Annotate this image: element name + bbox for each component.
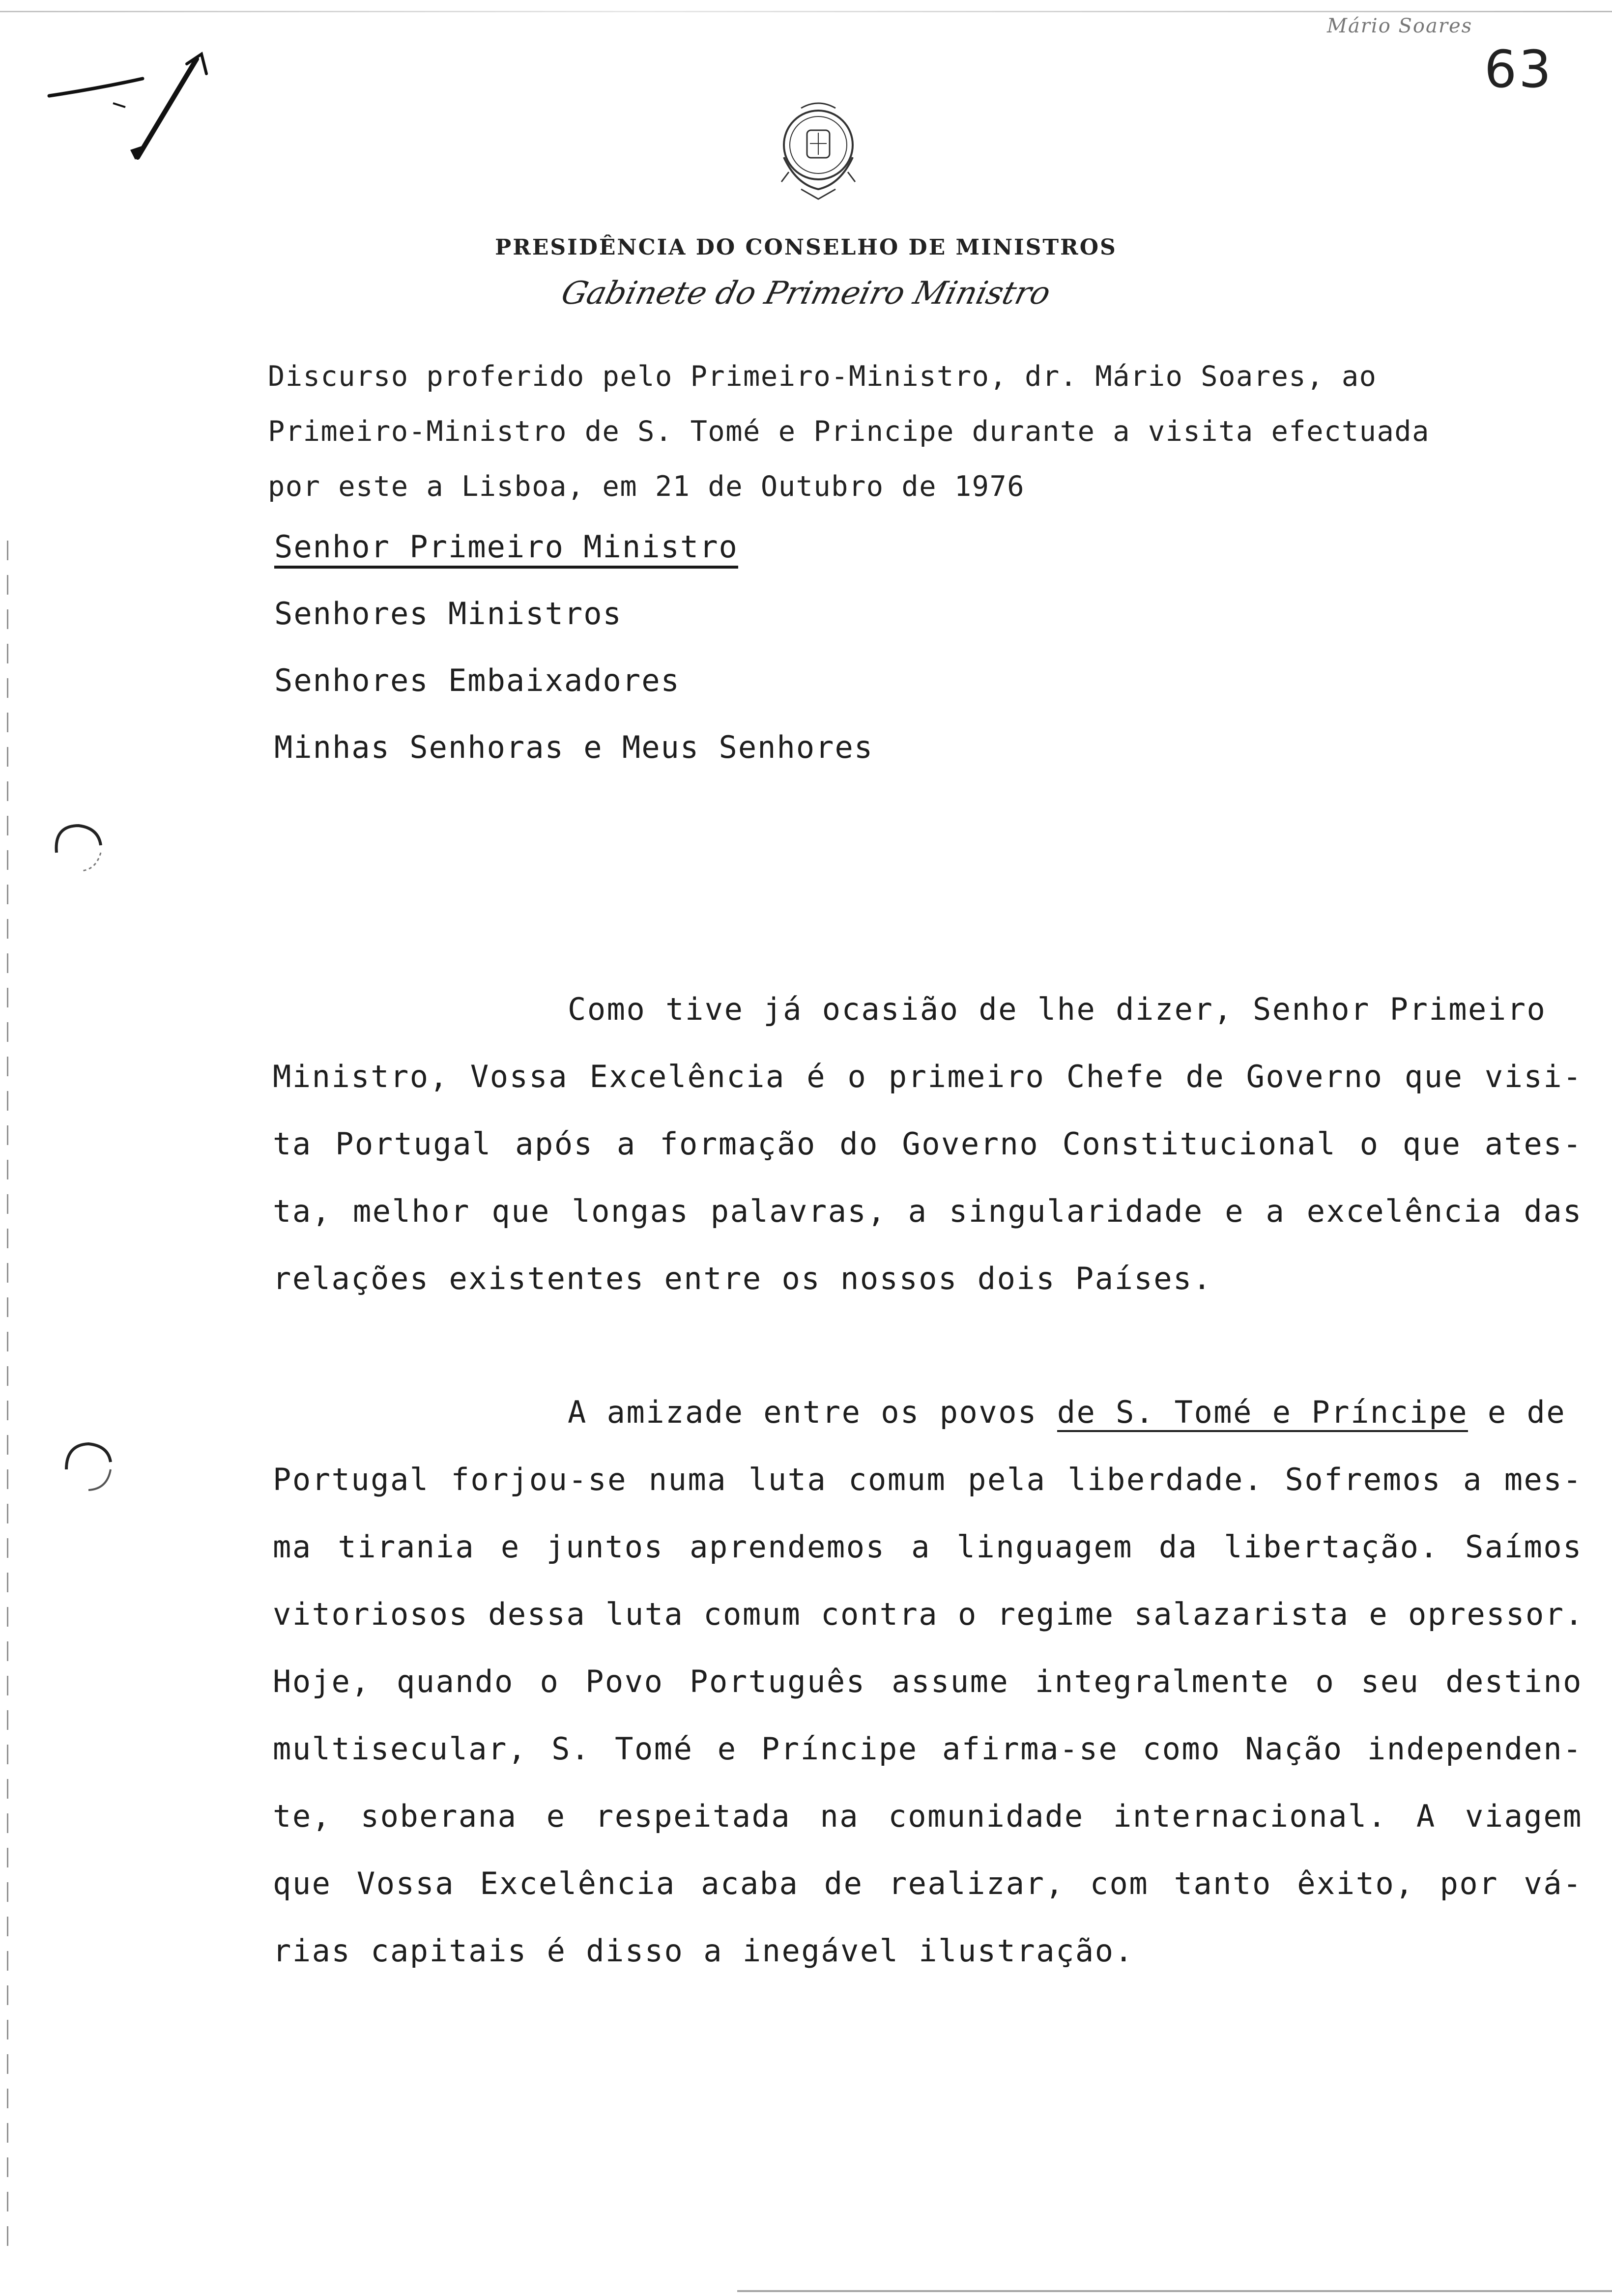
- paragraph-2: [273, 1378, 1583, 1984]
- paragraph-line: vitoriosos dessa luta comum contra o regime salazarista e opressor.: [273, 1596, 1584, 1632]
- archive-annotation: Mário Soares: [1327, 15, 1473, 37]
- letterhead-organization: PRESIDÊNCIA DO CONSELHO DE MINISTROS: [495, 235, 1117, 260]
- paragraph-line: Hoje, quando o Povo Português assume integralmente o seu destino: [273, 1664, 1583, 1699]
- paragraph-line: Portugal forjou-se numa luta comum pela liberdade. Sofremos a mes-: [273, 1462, 1583, 1497]
- salutation-line: Senhores Ministros: [274, 596, 622, 631]
- page-number: 63: [1484, 39, 1554, 99]
- paragraph-line: relações existentes entre os nossos dois Países.: [273, 1261, 1212, 1296]
- handwritten-arrow-icon: [39, 49, 216, 167]
- letterhead-office: Gabinete do Primeiro Ministro: [557, 275, 1055, 312]
- coat-of-arms-icon: [767, 98, 870, 206]
- salutation-line: Minhas Senhoras e Meus Senhores: [274, 729, 874, 765]
- punch-hole-icon: [49, 816, 113, 880]
- paragraph-line: ta, melhor que longas palavras, a singularidade e a excelência das: [273, 1193, 1583, 1229]
- paragraph-line: Como tive já ocasião de lhe dizer, Senhor Primeiro: [568, 991, 1547, 1027]
- scan-edge-left: [7, 541, 8, 2261]
- salutation-line: Senhor Primeiro Ministro: [274, 514, 873, 580]
- underlined-phrase: de S. Tomé e Príncipe: [1057, 1394, 1468, 1432]
- paragraph-1: [273, 976, 1583, 1312]
- intro-line: Discurso proferido pelo Primeiro-Ministro, dr. Mário Soares, ao: [268, 360, 1377, 393]
- scan-edge-bottom: [737, 2290, 1612, 2292]
- intro-line: por este a Lisboa, em 21 de Outubro de 1976: [268, 470, 1025, 503]
- paragraph-line: que Vossa Excelência acaba de realizar, com tanto êxito, por vá-: [273, 1866, 1583, 1901]
- paragraph-line: Ministro, Vossa Excelência é o primeiro Chefe de Governo que visi-: [273, 1059, 1583, 1094]
- paragraph-line: A amizade entre os povos de S. Tomé e Príncipe e de: [273, 1378, 1583, 1446]
- speech-intro: [268, 349, 1580, 514]
- paragraph-line: te, soberana e respeitada na comunidade internacional. A viagem: [273, 1798, 1583, 1834]
- salutation-line: Senhores Embaixadores: [274, 662, 680, 698]
- intro-line: Primeiro-Ministro de S. Tomé e Principe durante a visita efectuada: [268, 415, 1430, 448]
- paragraph-line: ta Portugal após a formação do Governo Constitucional o que ates-: [273, 1126, 1583, 1162]
- paragraph-line: rias capitais é disso a inegável ilustração.: [273, 1933, 1134, 1969]
- paragraph-line: ma tirania e juntos aprendemos a linguagem da libertação. Saímos: [273, 1529, 1583, 1565]
- punch-hole-icon: [59, 1435, 123, 1499]
- salutations: [274, 514, 873, 781]
- scan-edge-top: [0, 11, 1612, 12]
- paragraph-line: multisecular, S. Tomé e Príncipe afirma-se como Nação independen-: [273, 1731, 1583, 1767]
